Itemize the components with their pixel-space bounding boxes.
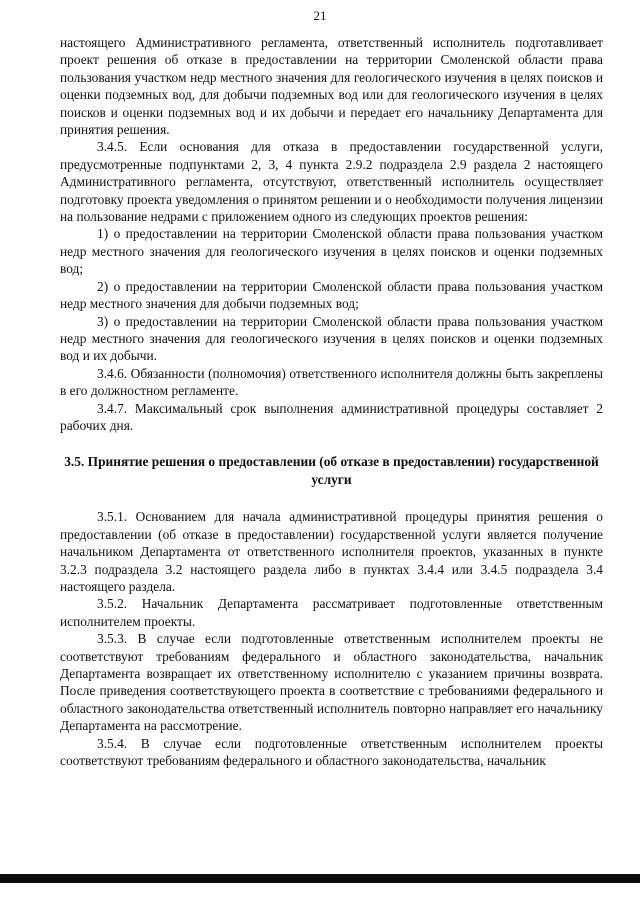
paragraph-continuation: настоящего Административного регламента, ответственный исполнитель подготавливает проект решения об отказе в предоставлении на территории Смоленской области права пользования участком недр местного значения для геологического изучения в целях поисков и оценки подземных вод, для добычи подземных вод или для геологического изучения в целях поисков и оценки подземных вод и их добычи и передает его начальнику Департамента для принятия решения.: [60, 35, 603, 138]
paragraph-3-4-5: 3.4.5. Если основания для отказа в предоставлении государственной услуги, предусмотренные подпунктами 2, 3, 4 пункта 2.9.2 подраздела 2.9 раздела 2 настоящего Административного регламента, отсутствуют, ответственный исполнитель осуществляет подготовку проекта уведомления о принятом решении и о необходимости получения лицензии на пользование недрами с приложением одного из следующих проектов решения:: [60, 139, 603, 225]
paragraph-3-5-3: 3.5.3. В случае если подготовленные ответственным исполнителем проекты не соответствуют требованиям федерального и областного законодательства, начальник Департамента возвращает их ответственному исполнителю с указанием причины возврата. После приведения соответствующего проекта в соответствие с требованиями федерального и областного законодательства ответственный исполнитель повторно направляет его начальнику Департамента на рассмотрение.: [60, 631, 603, 734]
paragraph-3-5-2: 3.5.2. Начальник Департамента рассматривает подготовленные ответственным исполнителем проекты.: [60, 596, 603, 629]
section-heading: 3.5. Принятие решения о предоставлении (об отказе в предоставлении) государственной услуги: [64, 454, 599, 488]
paragraph-3-5-4: 3.5.4. В случае если подготовленные ответственным исполнителем проекты соответствуют требованиям федерального и областного законодательства, начальник: [60, 735, 603, 769]
document-body: [60, 34, 603, 769]
bottom-scan-border: [0, 874, 640, 883]
list-item-2: 2) о предоставлении на территории Смоленской области права пользования участком недр местного значения для добычи подземных вод;: [60, 278, 603, 312]
list-item-3: 3) о предоставлении на территории Смоленской области права пользования участком недр местного значения для геологического изучения в целях поисков и оценки подземных вод и их добычи.: [60, 313, 603, 364]
paragraph-3-4-7: 3.4.7. Максимальный срок выполнения административной процедуры составляет 2 рабочих дня.: [60, 400, 603, 433]
list-item-1: 1) о предоставлении на территории Смоленской области права пользования участком недр местного значения для геологического изучения в целях поисков и оценки подземных вод;: [60, 226, 603, 277]
page-number: 21: [313, 8, 327, 23]
paragraph-3-4-6: 3.4.6. Обязанности (полномочия) ответственного исполнителя должны быть закреплены в его должностном регламенте.: [60, 365, 603, 399]
paragraph-3-5-1: 3.5.1. Основанием для начала административной процедуры принятия решения о предоставлении (об отказе в предоставлении) государственной услуги является получение начальником Департамента от ответственного исполнителя проектов, указанных в пункте 3.2.3 подраздела 3.2 настоящего раздела либо в пунктах 3.4.4 или 3.4.5 подраздела 3.4 настоящего раздела.: [60, 509, 603, 594]
